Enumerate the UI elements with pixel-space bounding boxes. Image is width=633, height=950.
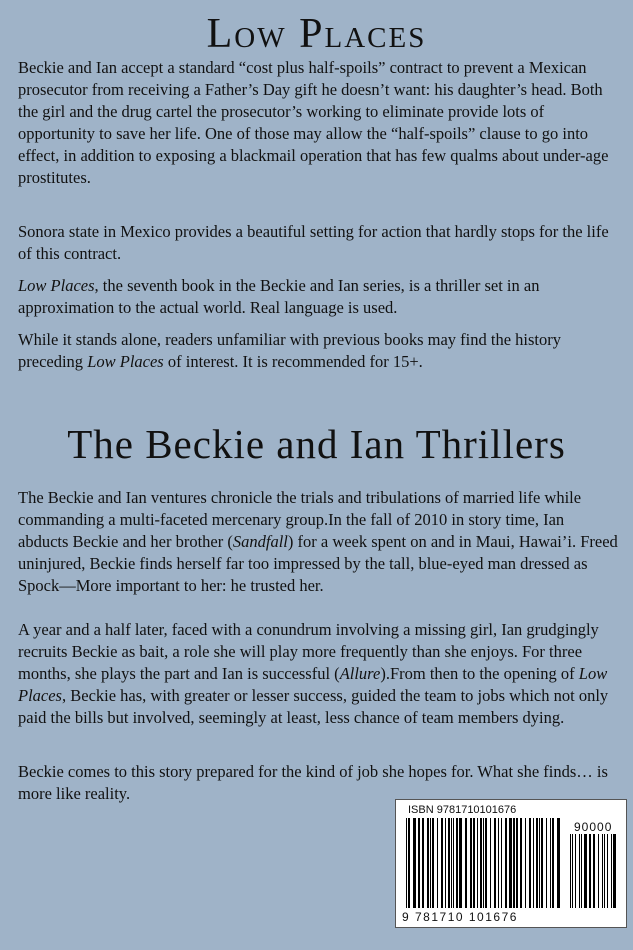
barcode-bar (477, 818, 478, 908)
barcode-bar (611, 834, 612, 908)
barcode-bar (513, 818, 515, 908)
barcode-bar (579, 834, 580, 908)
barcode-bar (427, 818, 429, 908)
barcode-bar (505, 818, 507, 908)
barcode-bar (498, 818, 499, 908)
barcode-bar (459, 818, 462, 908)
barcode-bar (465, 818, 467, 908)
series-paragraph-2: A year and a half later, faced with a conundrum involving a missing girl, Ian grudgingly recruits Beckie as bait, a role she will play more frequently than she enjoys. For three months, she plays the part and Ian is successful (Allure).From then to the opening of Low Places, Beckie has, with greater or lesser success, guided the team to jobs which not only paid the bills but involved, seemingly at least, less chance of team members dying. (18, 620, 609, 727)
barcode-bar (557, 818, 560, 908)
barcode-bar (430, 818, 431, 908)
barcode-bar (437, 818, 438, 908)
barcode-bar (453, 818, 454, 908)
barcode-bar (520, 818, 522, 908)
barcode-bar (541, 818, 543, 908)
isbn-barcode (404, 818, 564, 910)
barcode-bar (490, 818, 491, 908)
synopsis-paragraph-4: While it stands alone, readers unfamiliar with previous books may find the history preceding Low Places of interest. It is recommended for 15+. (18, 330, 562, 371)
barcode-bar (413, 818, 416, 908)
series-title: The Beckie and Ian Thrillers (67, 421, 566, 467)
barcode-bar (575, 834, 576, 908)
barcode-bar (604, 834, 605, 908)
barcode-bar (418, 818, 420, 908)
barcode-bar (536, 818, 538, 908)
barcode-bar (473, 818, 475, 908)
barcode-bar (406, 818, 407, 908)
isbn-label: ISBN 9781710101676 (408, 804, 517, 816)
barcode-bar (441, 818, 443, 908)
series-paragraph-1: The Beckie and Ian ventures chronicle the trials and tribulations of married life while commanding a multi-faceted mercenary group.In the fall of 2010 in story time, Ian abducts Beckie and her brother (Sandfall) for a week spent on and in Maui, Hawai’i. Freed uninjured, Beckie finds herself far too impressed by the tall, blue-eyed man dressed as Spock—More important to her: he trusted her. (18, 488, 618, 595)
barcode-bar (533, 818, 534, 908)
synopsis-paragraph-2: Sonora state in Mexico provides a beautiful setting for action that hardly stops for the life of this contract. (18, 222, 609, 263)
barcode-bar (584, 834, 587, 908)
synopsis-paragraph-3-rest: , the seventh book in the Beckie and Ian series, is a thriller set in an approximation to the actual world. Real language is used. (18, 276, 540, 317)
barcode-bar (613, 834, 616, 908)
inline-title: Low Places (18, 276, 95, 295)
barcode-bar (494, 818, 496, 908)
barcode-bar (480, 818, 482, 908)
synopsis-paragraph-3 (18, 275, 618, 319)
barcode-panel (395, 799, 627, 928)
book-title: Low Places (206, 11, 427, 57)
barcode-bar (422, 818, 424, 908)
barcode-bar (525, 818, 526, 908)
barcode-bar (581, 834, 582, 908)
barcode-bar (470, 818, 472, 908)
barcode-bar (598, 834, 599, 908)
barcode-bar (552, 818, 554, 908)
barcode-bar (432, 818, 434, 908)
barcode-bar (572, 834, 573, 908)
barcode-bar (501, 818, 502, 908)
price-code: 90000 (574, 820, 613, 834)
barcode-bar (483, 818, 484, 908)
barcode-bar (408, 818, 410, 908)
barcode-bar (546, 818, 547, 908)
barcode-bar (539, 818, 540, 908)
barcode-bar (448, 818, 450, 908)
synopsis-paragraph-1: Beckie and Ian accept a standard “cost plus half-spoils” contract to prevent a Mexican prosecutor from receiving a Father’s Day gift he doesn’t want: his daughter’s head. Both the girl and the drug cartel the prosecutor’s working to eliminate provide lots of opportunity to save her life. One of those may allow the “half-spoils” clause to go into effect, in addition to exposing a blackmail operation that has few qualms about under-age prostitutes. (18, 58, 609, 187)
barcode-bar (451, 818, 452, 908)
barcode-bar (485, 818, 487, 908)
barcode-bar (456, 818, 458, 908)
barcode-bar (607, 834, 608, 908)
barcode-bar (593, 834, 595, 908)
barcode-bar (509, 818, 512, 908)
barcode-bar (550, 818, 551, 908)
price-barcode (568, 834, 620, 910)
barcode-bar (589, 834, 591, 908)
barcode-bar (516, 818, 518, 908)
barcode-bar (445, 818, 446, 908)
barcode-bar (570, 834, 571, 908)
barcode-bar (602, 834, 603, 908)
series-paragraph-3: Beckie comes to this story prepared for the kind of job she hopes for. What she finds… is more like reality. (18, 762, 608, 803)
barcode-bar (529, 818, 531, 908)
isbn-digits: 9 781710 101676 (402, 910, 518, 924)
